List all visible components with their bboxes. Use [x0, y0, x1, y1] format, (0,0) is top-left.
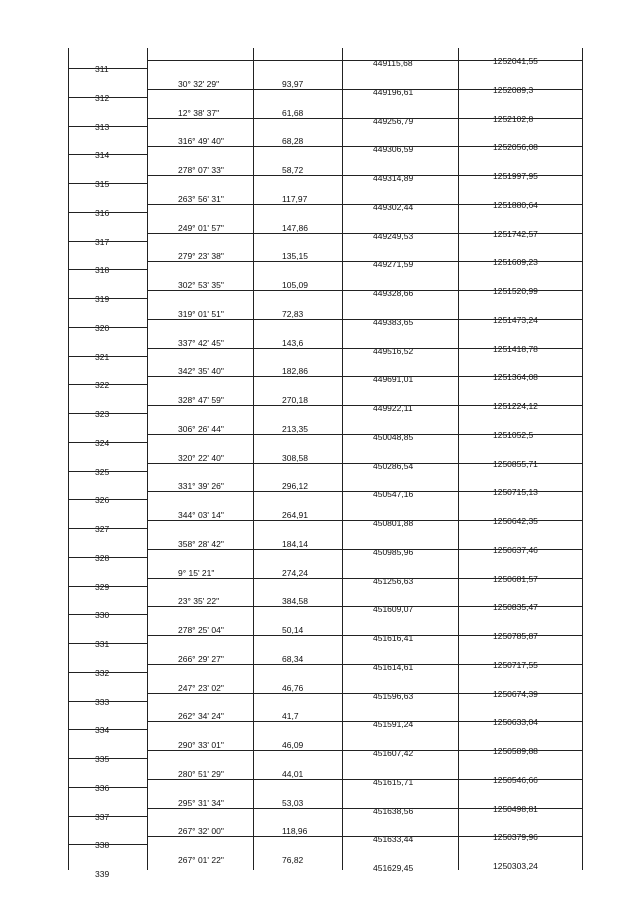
table-row-divider: [147, 405, 582, 406]
table-row-divider: [68, 844, 147, 845]
table-column-divider: [342, 48, 343, 870]
x-coordinate-cell: 451633,44: [373, 834, 414, 845]
x-coordinate-cell: 449383,65: [373, 316, 414, 327]
point-number-cell: 325: [95, 466, 110, 477]
table-row-divider: [147, 750, 582, 751]
length-cell: 135,15: [282, 251, 308, 262]
x-coordinate-cell: 451609,07: [373, 604, 414, 615]
direction-angle-cell: 302° 53' 35": [178, 280, 224, 290]
length-cell: 296,12: [282, 481, 308, 492]
table-row-divider: [68, 183, 147, 184]
table-column-divider: [253, 48, 254, 870]
table-row-divider: [68, 471, 147, 472]
point-number-cell: 316: [95, 207, 110, 218]
x-coordinate-cell: 449271,59: [373, 259, 414, 270]
length-cell: 68,34: [282, 653, 304, 664]
point-number-cell: 339: [95, 869, 110, 879]
direction-angle-cell: 331° 39' 26": [178, 481, 224, 492]
y-coordinate-cell: 1250717,55: [493, 659, 538, 670]
table-row-divider: [68, 816, 147, 817]
x-coordinate-cell: 451256,63: [373, 575, 414, 586]
table-row: [0, 798, 640, 826]
y-coordinate-cell: 1250681,57: [493, 573, 538, 584]
table-row-divider: [68, 97, 147, 98]
length-cell: 118,96: [282, 826, 308, 837]
y-coordinate-cell: 1250674,39: [493, 688, 538, 699]
table-row-divider: [147, 549, 582, 550]
table-row: [0, 108, 640, 136]
x-coordinate-cell: 449691,01: [373, 374, 414, 385]
length-cell: 93,97: [282, 78, 304, 89]
point-number-cell: 324: [95, 437, 110, 448]
point-number-cell: 327: [95, 524, 110, 534]
length-cell: 117,97: [282, 193, 308, 204]
length-cell: 143,6: [282, 337, 304, 348]
length-cell: 61,68: [282, 107, 304, 118]
table-row: [0, 568, 640, 596]
direction-angle-cell: 263° 56' 31": [178, 193, 224, 204]
point-number-cell: 332: [95, 667, 110, 678]
length-cell: 147,86: [282, 222, 308, 233]
table-row-divider: [147, 635, 582, 636]
table-row-divider: [147, 520, 582, 521]
direction-angle-cell: 328° 47' 59": [178, 395, 224, 405]
table-row-divider: [68, 729, 147, 730]
table-row-divider: [147, 233, 582, 234]
point-number-cell: 331: [95, 639, 110, 649]
x-coordinate-cell: 450286,54: [373, 460, 414, 471]
table-row-divider: [68, 241, 147, 242]
length-cell: 41,7: [282, 711, 299, 722]
x-coordinate-cell: 451607,42: [373, 748, 414, 758]
length-cell: 46,09: [282, 740, 304, 750]
y-coordinate-cell: 1250546,66: [493, 774, 538, 785]
table-row-divider: [68, 413, 147, 414]
y-coordinate-cell: 1250835,47: [493, 602, 538, 613]
x-coordinate-cell: 451615,71: [373, 776, 414, 787]
x-coordinate-cell: 449306,59: [373, 144, 414, 155]
y-coordinate-cell: 1251742,57: [493, 228, 538, 239]
x-coordinate-cell: 450048,85: [373, 431, 414, 442]
point-number-cell: 329: [95, 581, 110, 592]
table-row: [0, 740, 640, 768]
table-row: [0, 395, 640, 423]
direction-angle-cell: 320° 22' 40": [178, 452, 224, 463]
direction-angle-cell: 23° 35' 22": [178, 596, 220, 607]
direction-angle-cell: 319° 01' 51": [178, 308, 224, 319]
point-number-cell: 317: [95, 236, 110, 247]
table-row-divider: [147, 606, 582, 607]
table-row: [0, 596, 640, 624]
table-row: [0, 280, 640, 308]
length-cell: 213,35: [282, 423, 308, 434]
table-row-divider: [68, 126, 147, 127]
x-coordinate-cell: 451616,41: [373, 633, 414, 643]
point-number-cell: 312: [95, 92, 110, 103]
table-row-divider: [68, 499, 147, 500]
table-column-divider: [147, 48, 148, 870]
length-cell: 274,24: [282, 567, 308, 578]
point-number-cell: 330: [95, 610, 110, 621]
point-number-cell: 319: [95, 294, 110, 304]
y-coordinate-cell: 1250589,88: [493, 746, 538, 756]
table-row: [0, 366, 640, 394]
y-coordinate-cell: 1250637,46: [493, 544, 538, 555]
direction-angle-cell: 358° 28' 42": [178, 538, 224, 549]
direction-angle-cell: 280° 51' 29": [178, 768, 224, 779]
length-cell: 264,91: [282, 510, 308, 520]
point-number-cell: 337: [95, 811, 110, 822]
table-row-divider: [68, 614, 147, 615]
table-row: [0, 510, 640, 538]
length-cell: 184,14: [282, 538, 308, 549]
y-coordinate-cell: 1250642,35: [493, 516, 538, 526]
length-cell: 50,14: [282, 625, 304, 635]
length-cell: 308,58: [282, 452, 308, 463]
point-number-cell: 320: [95, 322, 110, 333]
x-coordinate-cell: 451629,45: [373, 863, 414, 873]
table-row: [0, 683, 640, 711]
length-cell: 44,01: [282, 768, 304, 779]
length-cell: 46,76: [282, 682, 304, 693]
y-coordinate-cell: 1250715,13: [493, 487, 538, 498]
length-cell: 384,58: [282, 596, 308, 607]
x-coordinate-cell: 450985,96: [373, 546, 414, 557]
table-row-divider: [147, 836, 582, 837]
table-column-divider: [68, 48, 69, 870]
table-row-divider: [68, 787, 147, 788]
table-row-divider: [68, 212, 147, 213]
table-row: [0, 424, 640, 452]
x-coordinate-cell: 449256,79: [373, 115, 414, 126]
table-row-divider: [147, 721, 582, 722]
table-column-divider: [582, 48, 583, 870]
y-coordinate-cell: 1250633,04: [493, 717, 538, 728]
y-coordinate-cell: 1251520,99: [493, 286, 538, 296]
table-row-divider: [68, 758, 147, 759]
direction-angle-cell: 9° 15' 21": [178, 567, 215, 578]
table-row: [0, 50, 640, 78]
table-row-divider: [68, 384, 147, 385]
point-number-cell: 322: [95, 380, 110, 391]
x-coordinate-cell: 450547,16: [373, 489, 414, 500]
point-number-cell: 321: [95, 351, 110, 362]
table-row-divider: [68, 643, 147, 644]
y-coordinate-cell: 1252089,3: [493, 84, 534, 95]
table-row-divider: [68, 298, 147, 299]
table-row-divider: [147, 434, 582, 435]
table-row: [0, 223, 640, 251]
table-row-divider: [147, 319, 582, 320]
length-cell: 53,03: [282, 797, 304, 808]
x-coordinate-cell: 449328,66: [373, 288, 414, 298]
y-coordinate-cell: 1251880,64: [493, 199, 538, 210]
table-row-divider: [147, 463, 582, 464]
table-row-divider: [147, 175, 582, 176]
table-row: [0, 855, 640, 883]
table-row-divider: [147, 118, 582, 119]
table-row-divider: [147, 376, 582, 377]
direction-angle-cell: 344° 03' 14": [178, 510, 224, 520]
table-row-divider: [147, 89, 582, 90]
table-row: [0, 165, 640, 193]
direction-angle-cell: 267° 32' 00": [178, 826, 224, 837]
point-number-cell: 315: [95, 179, 110, 189]
table-row-divider: [68, 356, 147, 357]
y-coordinate-cell: 1251364,08: [493, 372, 538, 383]
point-number-cell: 326: [95, 495, 110, 506]
table-row-divider: [68, 672, 147, 673]
length-cell: 270,18: [282, 395, 308, 405]
table-row-divider: [68, 154, 147, 155]
point-number-cell: 311: [95, 64, 109, 74]
length-cell: 68,28: [282, 136, 304, 147]
direction-angle-cell: 279° 23' 38": [178, 251, 224, 262]
direction-angle-cell: 249° 01' 57": [178, 222, 224, 233]
x-coordinate-cell: 451638,56: [373, 805, 414, 816]
direction-angle-cell: 247° 23' 02": [178, 682, 224, 693]
direction-angle-cell: 295° 31' 34": [178, 797, 224, 808]
table-row-divider: [147, 808, 582, 809]
y-coordinate-cell: 1250303,24: [493, 861, 538, 871]
table-row-divider: [147, 60, 582, 61]
point-number-cell: 323: [95, 409, 110, 419]
direction-angle-cell: 12° 38' 37": [178, 107, 220, 118]
table-row: [0, 481, 640, 509]
table-row-divider: [147, 146, 582, 147]
table-row-divider: [68, 327, 147, 328]
table-row-divider: [147, 693, 582, 694]
length-cell: 76,82: [282, 855, 304, 865]
length-cell: 72,83: [282, 308, 304, 319]
table-row-divider: [68, 442, 147, 443]
direction-angle-cell: 30° 32' 29": [178, 78, 220, 89]
y-coordinate-cell: 1250498,81: [493, 803, 538, 814]
table-row-divider: [68, 68, 147, 69]
y-coordinate-cell: 1251473,24: [493, 314, 538, 325]
table-row-divider: [68, 528, 147, 529]
y-coordinate-cell: 1251052,5: [493, 429, 534, 440]
y-coordinate-cell: 1252041,55: [493, 56, 538, 66]
table-row: [0, 194, 640, 222]
direction-angle-cell: 266° 29' 27": [178, 653, 224, 664]
table-column-divider: [458, 48, 459, 870]
x-coordinate-cell: 450801,88: [373, 518, 414, 528]
table-row-divider: [68, 701, 147, 702]
table-row: [0, 251, 640, 279]
table-row: [0, 338, 640, 366]
x-coordinate-cell: 449196,61: [373, 86, 414, 97]
x-coordinate-cell: 449249,53: [373, 230, 414, 241]
y-coordinate-cell: 1250785,87: [493, 631, 538, 641]
direction-angle-cell: 316° 49' 40": [178, 136, 224, 147]
x-coordinate-cell: 451614,61: [373, 661, 414, 672]
point-number-cell: 336: [95, 782, 110, 793]
table-row: [0, 453, 640, 481]
direction-angle-cell: 267° 01' 22": [178, 855, 224, 865]
y-coordinate-cell: 1250379,96: [493, 832, 538, 843]
table-row-divider: [147, 779, 582, 780]
x-coordinate-cell: 449922,11: [373, 403, 413, 413]
table-row-divider: [147, 290, 582, 291]
table-row-divider: [147, 204, 582, 205]
point-number-cell: 335: [95, 754, 110, 764]
direction-angle-cell: 342° 35' 40": [178, 366, 224, 377]
direction-angle-cell: 278° 25' 04": [178, 625, 224, 635]
table-row: [0, 79, 640, 107]
length-cell: 105,09: [282, 280, 308, 290]
table-row: [0, 711, 640, 739]
y-coordinate-cell: 1252056,08: [493, 142, 538, 153]
x-coordinate-cell: 449314,89: [373, 173, 414, 183]
point-number-cell: 333: [95, 696, 110, 707]
point-number-cell: 314: [95, 150, 110, 161]
length-cell: 58,72: [282, 165, 304, 175]
table-row-divider: [147, 664, 582, 665]
table-row-divider: [68, 269, 147, 270]
point-number-cell: 328: [95, 552, 110, 563]
y-coordinate-cell: 1251418,78: [493, 343, 538, 354]
table-row-divider: [147, 578, 582, 579]
table-row: [0, 769, 640, 797]
y-coordinate-cell: 1252102,8: [493, 113, 534, 124]
y-coordinate-cell: 1251224,12: [493, 401, 538, 411]
direction-angle-cell: 278° 07' 33": [178, 165, 224, 175]
table-row: [0, 539, 640, 567]
point-number-cell: 318: [95, 265, 110, 276]
direction-angle-cell: 262° 34' 24": [178, 711, 224, 722]
table-row: [0, 136, 640, 164]
table-row-divider: [147, 491, 582, 492]
y-coordinate-cell: 1250855,71: [493, 458, 538, 469]
table-row: [0, 625, 640, 653]
x-coordinate-cell: 451596,63: [373, 690, 414, 701]
y-coordinate-cell: 1251997,95: [493, 171, 538, 181]
x-coordinate-cell: 449516,52: [373, 345, 414, 356]
point-number-cell: 313: [95, 121, 110, 132]
table-row: [0, 654, 640, 682]
x-coordinate-cell: 451591,24: [373, 719, 414, 730]
x-coordinate-cell: 449302,44: [373, 201, 414, 212]
table-row-divider: [68, 586, 147, 587]
point-number-cell: 334: [95, 725, 110, 736]
length-cell: 182,86: [282, 366, 308, 377]
point-number-cell: 338: [95, 840, 110, 851]
table-row-divider: [147, 348, 582, 349]
direction-angle-cell: 306° 26' 44": [178, 423, 224, 434]
direction-angle-cell: 290° 33' 01": [178, 740, 224, 750]
table-row-divider: [68, 557, 147, 558]
y-coordinate-cell: 1251609,23: [493, 257, 538, 268]
direction-angle-cell: 337° 42' 45": [178, 337, 224, 348]
table-row: [0, 309, 640, 337]
table-row: [0, 826, 640, 854]
x-coordinate-cell: 449115,68: [373, 58, 413, 68]
table-row-divider: [147, 261, 582, 262]
